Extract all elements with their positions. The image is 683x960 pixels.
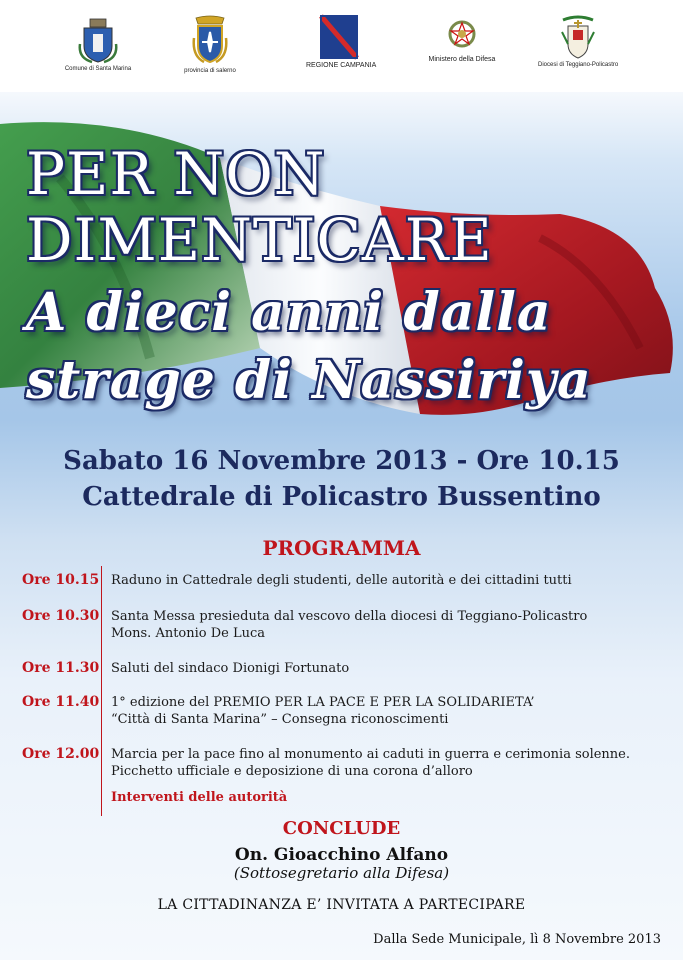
schedule-description: [111, 608, 663, 642]
logo-ministero-difesa: [418, 14, 506, 63]
schedule-time: Ore 11.30: [22, 660, 100, 676]
schedule-line: Picchetto ufficiale e deposizione di una corona d’alloro: [111, 764, 473, 779]
schedule-description: [111, 746, 663, 780]
logo-diocesi: [538, 14, 618, 68]
event-place: Cattedrale di Policastro Bussentino: [82, 482, 601, 512]
title-line-1: PER NON: [26, 140, 326, 208]
logo-caption: Diocesi di Teggiano-Policastro: [538, 62, 619, 68]
schedule-line: “Città di Santa Marina” – Consegna riconoscimenti: [111, 712, 449, 727]
schedule-line: Mons. Antonio De Luca: [111, 626, 266, 641]
event-date: Sabato 16 Novembre 2013 - Ore 10.15: [63, 446, 620, 476]
logo-caption: Ministero della Difesa: [428, 56, 496, 63]
logo-regione-campania: [306, 14, 377, 69]
conclude-heading: CONCLUDE: [282, 818, 401, 839]
logo-comune-santa-marina: [62, 14, 134, 72]
schedule-line: Saluti del sindaco Dionigi Fortunato: [111, 661, 350, 676]
schedule-line: 1° edizione del PREMIO PER LA PACE E PER LA SOLIDARIETA’: [111, 695, 535, 710]
schedule-time: Ore 11.40: [22, 694, 100, 710]
programma-heading: PROGRAMMA: [262, 536, 421, 560]
schedule-time: Ore 10.30: [22, 608, 100, 624]
interventi-note: Interventi delle autorità: [111, 790, 288, 805]
schedule-description: [111, 572, 663, 589]
regione-campania-logo-icon: [319, 14, 359, 60]
schedule-description: [111, 694, 663, 728]
title-line-2: DIMENTICARE: [26, 206, 493, 274]
title-line-3: A dieci anni dalla: [26, 282, 552, 343]
speaker-name: On. Gioacchino Alfano: [234, 845, 449, 865]
ministero-difesa-emblem-icon: [444, 14, 480, 54]
logo-caption: Comune di Santa Marina: [64, 66, 132, 72]
diocesi-crest-icon: [559, 14, 597, 60]
schedule-description: [111, 660, 663, 677]
logo-caption: REGIONE CAMPANIA: [306, 62, 377, 69]
invitation-text: LA CITTADINANZA E’ INVITATA A PARTECIPARE: [157, 897, 526, 913]
santa-marina-crest-icon: [78, 14, 118, 64]
title-line-4: strage di Nassiriya: [26, 350, 592, 411]
logo-provincia-salerno: [180, 14, 240, 74]
logo-caption: provincia di salerno: [184, 68, 236, 74]
schedule-divider: [101, 566, 102, 816]
schedule-line: Santa Messa presieduta dal vescovo della diocesi di Teggiano-Policastro: [111, 609, 588, 624]
logo-bar: [0, 0, 683, 92]
salerno-province-crest-icon: [192, 14, 228, 66]
schedule-time: Ore 10.15: [22, 572, 100, 588]
schedule-line: Marcia per la pace fino al monumento ai caduti in guerra e cerimonia solenne.: [111, 747, 630, 762]
schedule-time: Ore 12.00: [22, 746, 100, 762]
signoff-text: Dalla Sede Municipale, lì 8 Novembre 2013: [373, 932, 661, 947]
schedule-line: Raduno in Cattedrale degli studenti, delle autorità e dei cittadini tutti: [111, 573, 572, 588]
speaker-role: (Sottosegretario alla Difesa): [233, 864, 450, 882]
